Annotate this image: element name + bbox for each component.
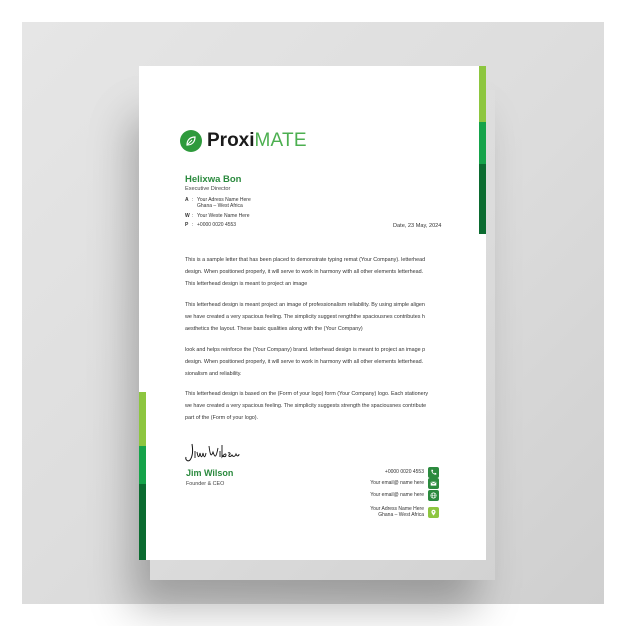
web-label: W <box>185 213 190 219</box>
body-line: This letterhead design is meant project an image of professionalism reliability. By using simple aligen <box>185 302 425 308</box>
sender-name: Helixwa Bon <box>185 174 242 185</box>
body-line: This letterhead design is based on the (Form of your logo) form (Your Company) logo. Each stationery <box>185 391 429 397</box>
footer-address-line-2: Ghana – West Africa <box>378 512 424 519</box>
company-logo <box>180 130 307 152</box>
address-line-1: Your Adress Name Here <box>197 197 251 203</box>
left-accent-bar-dark <box>139 484 146 560</box>
letter-date: Date, 23 May, 2024 <box>393 223 442 229</box>
logo-wordmark-bold: Proxi <box>207 130 255 151</box>
footer-phone-text: +0000 0020 4553 <box>384 469 424 476</box>
phone-icon <box>428 467 439 478</box>
web-value: Your Weste Name Here <box>197 213 250 219</box>
web-separator: : <box>192 213 194 219</box>
body-line: This letterhead design is meant to project an image <box>185 280 308 287</box>
logo-leaf-icon <box>180 130 202 152</box>
body-line: look and helps reinforce the (Your Company) brand. letterhead design is meant to project an image p <box>185 347 426 353</box>
phone-separator: : <box>192 222 194 228</box>
globe-icon <box>428 490 439 501</box>
body-line: sionalism and reliability. <box>185 370 242 377</box>
signer-name: Jim Wilson <box>186 468 234 478</box>
address-separator: : <box>192 197 194 203</box>
footer-address-text <box>370 506 424 518</box>
mail-icon <box>428 478 439 489</box>
logo-wordmark-light: MATE <box>254 130 307 151</box>
body-line: design. When positioned properly, it will serve to work in harmony with all other elements letterhead. <box>185 358 424 365</box>
footer-contact-email <box>370 478 439 489</box>
handwritten-signature <box>184 442 240 464</box>
right-accent-bar-mid <box>479 122 486 164</box>
phone-value: +0000 0020 4553 <box>197 222 237 228</box>
logo-wordmark <box>207 130 307 152</box>
body-line: we have created a very spacious feeling. The simplicity suggest rengththe spaciousnes contributes h <box>185 313 425 320</box>
right-accent-bar-dark <box>479 164 486 234</box>
body-line: design. When positioned properly, it will serve to work in harmony with all other elements letterhead. <box>185 268 424 275</box>
body-line: we have created a very spacious feeling. The simplicity suggests strength the spaciousnes contribute <box>185 402 427 409</box>
footer-address-line-1: Your Adress Name Here <box>370 506 424 512</box>
sender-web <box>185 213 250 219</box>
right-accent-bar-light <box>479 66 486 122</box>
left-accent-bar-mid <box>139 446 146 484</box>
body-line: part of the (Form of your logo). <box>185 414 259 421</box>
footer-contact-phone <box>385 467 439 478</box>
sender-title: Executive Director <box>185 186 231 192</box>
address-label: A <box>185 197 189 203</box>
phone-label: P <box>185 222 189 228</box>
sender-address <box>185 197 251 209</box>
address-line-2: Ghana – West Africa <box>197 203 243 209</box>
footer-contact-web <box>370 490 439 501</box>
location-icon <box>428 507 439 518</box>
body-paragraph <box>185 345 447 380</box>
footer-web-text: Your email@ name here <box>370 492 424 499</box>
body-line: This is a sample letter that has been placed to demonstrate typing remat (Your Company). letterhead <box>185 257 426 263</box>
letterhead-page <box>139 66 486 560</box>
body-line: aesthetics the layout. These basic qualities along with the (Your Company) <box>185 325 363 332</box>
signer-role: Founder & CEO <box>186 481 225 487</box>
sender-phone <box>185 222 236 228</box>
footer-contact-address <box>370 506 439 518</box>
body-paragraph <box>185 389 447 424</box>
footer-email-text: Your email@ name here <box>370 480 424 487</box>
body-paragraph <box>185 300 447 335</box>
body-paragraph <box>185 255 447 290</box>
left-accent-bar-light <box>139 392 146 446</box>
